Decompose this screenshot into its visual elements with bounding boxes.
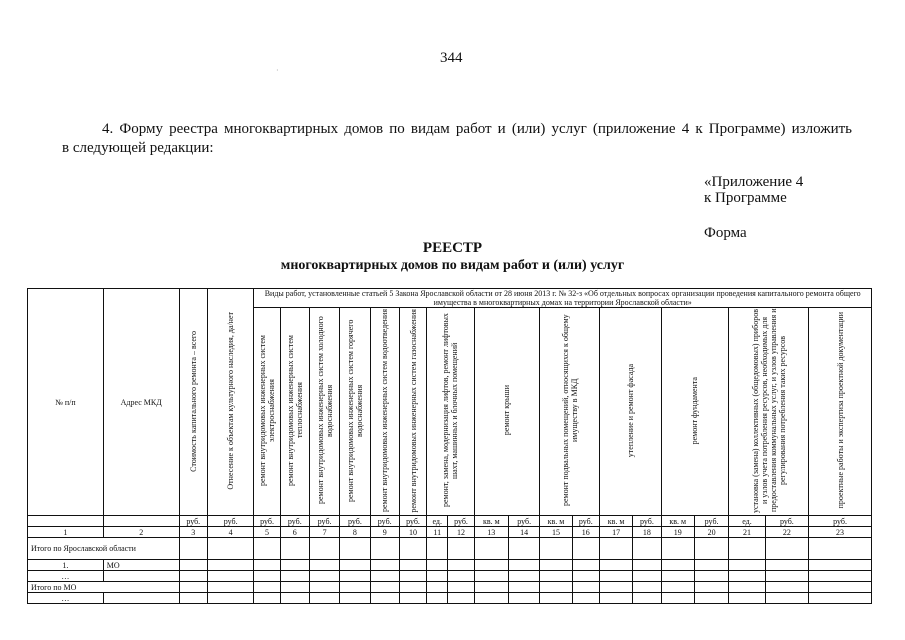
unit-cell: руб. (694, 516, 728, 527)
column-number: 22 (765, 527, 808, 538)
column-number: 18 (633, 527, 661, 538)
unit-cell: ед. (729, 516, 765, 527)
column-number: 12 (448, 527, 474, 538)
document-subtitle: многоквартирных домов по видам работ и (или) услуг (280, 258, 625, 273)
header-cost (179, 289, 207, 516)
column-number: 21 (729, 527, 765, 538)
row-number: 1. (28, 560, 104, 571)
unit-cell: руб. (572, 516, 599, 527)
column-number: 2 (103, 527, 179, 538)
column-number: 16 (572, 527, 599, 538)
header-work-text: ремонт фундамента (690, 376, 700, 445)
paragraph-line-1: 4. Форму реестра многоквартирных домов по видам работ и (или) услуг (приложение 4 к Программе) изложить (102, 121, 852, 137)
header-work (599, 308, 661, 516)
unit-cell: руб. (448, 516, 474, 527)
appendix-line-1: «Приложение 4 (704, 174, 804, 190)
unit-cell: руб. (765, 516, 808, 527)
column-number: 17 (599, 527, 632, 538)
header-cost-text: Стоимость капитального ремонта – всего (188, 330, 198, 472)
amendment-paragraph (62, 120, 852, 158)
row-ellipsis: … (28, 593, 104, 604)
header-work (427, 308, 474, 516)
scan-speck: · (276, 66, 279, 75)
unit-cell: руб. (207, 516, 253, 527)
unit-cell: руб. (280, 516, 309, 527)
registry-table (27, 288, 872, 604)
column-number: 7 (309, 527, 339, 538)
header-work (370, 308, 399, 516)
column-number: 10 (399, 527, 426, 538)
header-work-text: ремонт внутридомовых инженерных систем холодного водоснабжения (315, 316, 334, 505)
header-work (729, 308, 809, 516)
header-work (809, 308, 872, 516)
column-number: 3 (179, 527, 207, 538)
header-heritage (207, 289, 253, 516)
unit-cell: руб. (309, 516, 339, 527)
header-work (254, 308, 280, 516)
unit-cell: ед. (427, 516, 448, 527)
unit-cell (28, 516, 104, 527)
header-work-text: утепление и ремонт фасада (625, 363, 635, 458)
header-work (474, 308, 540, 516)
header-work (661, 308, 729, 516)
column-number: 9 (370, 527, 399, 538)
header-work-text: ремонт внутридомовых инженерных систем водоотведения (380, 309, 390, 512)
column-number: 8 (340, 527, 370, 538)
column-number: 4 (207, 527, 253, 538)
column-number: 23 (809, 527, 872, 538)
column-number: 14 (508, 527, 539, 538)
column-number: 11 (427, 527, 448, 538)
column-number: 6 (280, 527, 309, 538)
header-work-text: ремонт внутридомовых инженерных систем горячего водоснабжения (345, 319, 364, 502)
row-total-mo: Итого по МО (28, 582, 180, 593)
unit-cell: руб. (340, 516, 370, 527)
header-work-text: ремонт внутридомовых инженерных систем теплоснабжения (285, 335, 304, 486)
unit-cell: кв. м (540, 516, 572, 527)
page-number: 344 (440, 50, 463, 66)
unit-cell: руб. (179, 516, 207, 527)
header-work (540, 308, 600, 516)
header-number: № п/п (28, 289, 104, 516)
unit-cell: кв. м (474, 516, 508, 527)
column-number: 5 (254, 527, 280, 538)
header-work (309, 308, 339, 516)
unit-cell: кв. м (661, 516, 694, 527)
header-work (280, 308, 309, 516)
header-work-text: ремонт внутридомовых инженерных систем газоснабжения (408, 308, 418, 513)
header-work-text: ремонт внутридомовых инженерных систем электроснабжения (258, 335, 276, 486)
paragraph-line-2: в следующей редакции: (62, 140, 214, 156)
row-address: МО (103, 560, 179, 571)
unit-cell: руб. (370, 516, 399, 527)
header-work-text: установка (замена) коллективных (общедомовых) приборов и узлов учета потребления ресурсов, необходимых для предоставления коммунальных услуг, и узлов управления и регулирования потребления таких ресурсов (750, 308, 787, 513)
column-number: 20 (694, 527, 728, 538)
column-number: 15 (540, 527, 572, 538)
row-ellipsis: … (28, 571, 104, 582)
unit-cell: руб. (508, 516, 539, 527)
unit-cell: кв. м (599, 516, 632, 527)
header-work (399, 308, 426, 516)
unit-cell: руб. (254, 516, 280, 527)
unit-cell (103, 516, 179, 527)
header-work (340, 308, 370, 516)
header-heritage-text: Отнесение к объектам культурного наследия, да/нет (226, 312, 236, 490)
unit-cell: руб. (809, 516, 872, 527)
appendix-line-2: к Программе (704, 190, 787, 206)
appendix-form: Форма (704, 225, 747, 241)
unit-cell: руб. (633, 516, 661, 527)
column-number: 1 (28, 527, 104, 538)
header-work-text: ремонт подвальных помещений, относящихся к общему имуществу в МКД (560, 314, 579, 507)
header-works-group: Виды работ, установленные статьей 5 Закона Ярославской области от 28 июня 2013 г. № 32-з «Об отдельных вопросах организации проведения капитального ремонта общего имущества в многоквартирных домах на территории Ярославской области» (254, 289, 872, 308)
column-number: 13 (474, 527, 508, 538)
unit-cell: руб. (399, 516, 426, 527)
document-title: РЕЕСТР (422, 240, 483, 256)
header-work-text: проектные работы и экспертиза проектной документации (835, 312, 845, 509)
row-total-region: Итого по Ярославской области (28, 538, 180, 560)
header-work-text: ремонт, замена, модернизация лифтов, ремонт лифтовых шахт, машинных и блочных помещений (441, 313, 460, 508)
header-work-text: ремонт крыши (502, 385, 512, 436)
column-number: 19 (661, 527, 694, 538)
header-address: Адрес МКД (103, 289, 179, 516)
